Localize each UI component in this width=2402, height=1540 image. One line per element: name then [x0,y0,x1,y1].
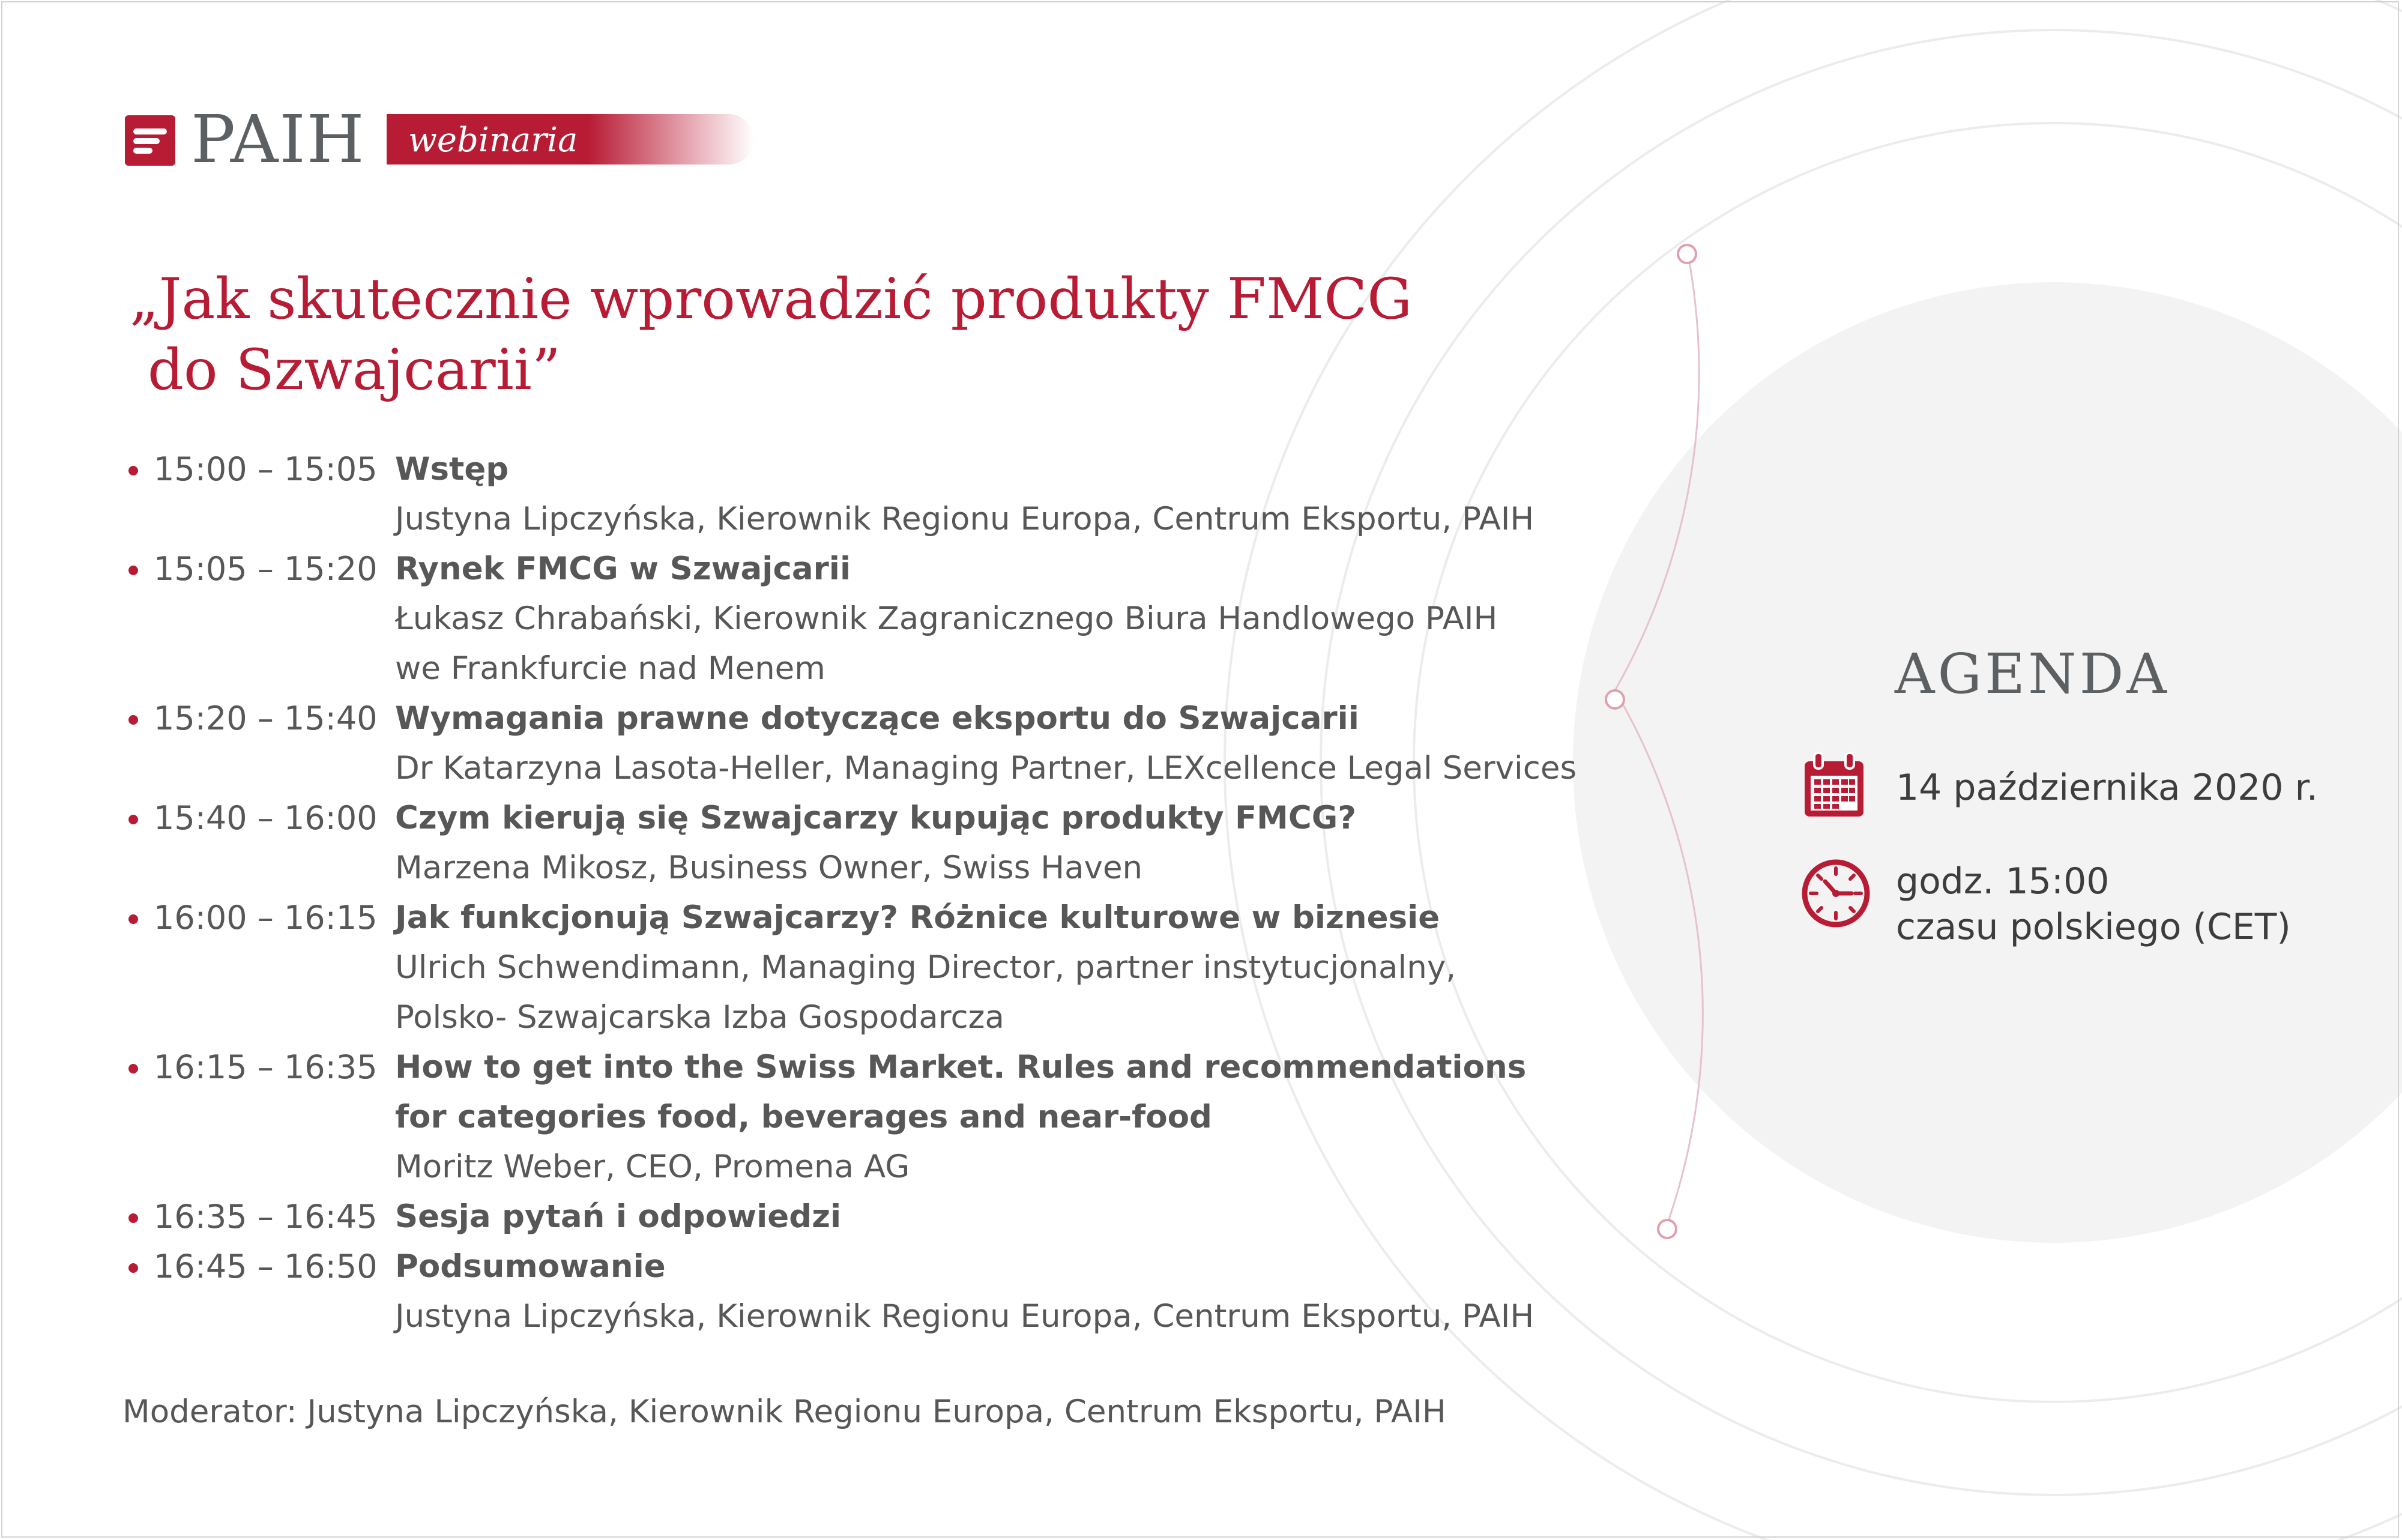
agenda-time: 15:20 – 15:40 [154,699,378,737]
webinar-title [130,264,1571,406]
agenda-item [124,544,1625,693]
clock-icon [1801,859,1871,928]
speaker-line: Moritz Weber, CEO, Promena AG [395,1149,910,1185]
agenda-time: 15:00 – 15:05 [154,450,378,488]
agenda-topic: Jak funkcjonują Szwajcarzy? Różnice kulturowe w biznesie [395,899,1440,936]
event-time-text [1896,859,2291,950]
speaker-line: Justyna Lipczyńska, Kierownik Regionu Europa, Centrum Eksportu, PAIH [395,1298,1534,1335]
agenda-list [124,444,1625,1341]
agenda-time: 16:35 – 16:45 [154,1198,378,1236]
bullet-icon [128,466,138,476]
agenda-item [124,793,1625,893]
agenda-time: 15:40 – 16:00 [154,799,378,837]
agenda-topic: How to get into the Swiss Market. Rules and recommendations [395,1049,1527,1086]
agenda-heading: AGENDA [1895,642,2170,706]
agenda-topic: Wymagania prawne dotyczące eksportu do Szwajcarii [395,700,1359,737]
agenda-topic: Wstęp [395,451,509,488]
agenda-topic: Rynek FMCG w Szwajcarii [395,551,851,587]
speaker-line: we Frankfurcie nad Menem [395,650,825,687]
agenda-time: 16:45 – 16:50 [154,1248,378,1285]
agenda-item [124,1242,1625,1341]
title-line-2: do Szwajcarii” [130,337,561,403]
title-line-1: „Jak skutecznie wprowadzić produkty FMCG [130,267,1413,332]
agenda-topic: Podsumowanie [395,1248,666,1285]
agenda-time: 16:00 – 16:15 [154,899,378,937]
calendar-icon [1801,750,1867,820]
agenda-time: 15:05 – 15:20 [154,550,378,588]
paih-logo [125,101,653,178]
brand-name: PAIH [191,101,366,178]
bullet-icon [128,1213,138,1223]
bullet-icon [128,1263,138,1273]
agenda-time: 16:15 – 16:35 [154,1048,378,1086]
agenda-item [124,693,1625,793]
bullet-icon [128,566,138,575]
speaker-line: Justyna Lipczyńska, Kierownik Regionu Europa, Centrum Eksportu, PAIH [395,501,1534,537]
event-date-text: 14 października 2020 r. [1896,767,2318,809]
speaker-line: Marzena Mikosz, Business Owner, Swiss Haven [395,850,1143,886]
agenda-item [124,444,1625,544]
agenda-topic: Czym kierują się Szwajcarzy kupując produkty FMCG? [395,800,1357,836]
bullet-icon [128,715,138,725]
agenda-item [124,893,1625,1042]
brand-tagline-badge [387,114,754,165]
speaker-line: Polsko- Szwajcarska Izba Gospodarcza [395,999,1004,1036]
agenda-item [124,1042,1625,1192]
agenda-topic: Sesja pytań i odpowiedzi [395,1198,842,1235]
bullet-icon [128,815,138,824]
agenda-topic-continued: for categories food, beverages and near-food [395,1099,1212,1135]
moderator-note: Moderator: Justyna Lipczyńska, Kierownik Regionu Europa, Centrum Eksportu, PAIH [122,1394,1446,1430]
event-time-line-2: czasu polskiego (CET) [1896,906,2291,948]
speaker-line: Ulrich Schwendimann, Managing Director, partner instytucjonalny, [395,949,1456,986]
agenda-item [124,1192,1625,1242]
speaker-line: Dr Katarzyna Lasota-Heller, Managing Partner, LEXcellence Legal Services [395,750,1577,787]
event-time-line-1: godz. 15:00 [1896,860,2110,902]
bullet-icon [128,1064,138,1073]
speaker-line: Łukasz Chrabański, Kierownik Zagranicznego Biura Handlowego PAIH [395,600,1498,637]
bullet-icon [128,914,138,924]
paih-mark-icon [125,115,175,166]
brand-tagline: webinaria [408,121,578,160]
